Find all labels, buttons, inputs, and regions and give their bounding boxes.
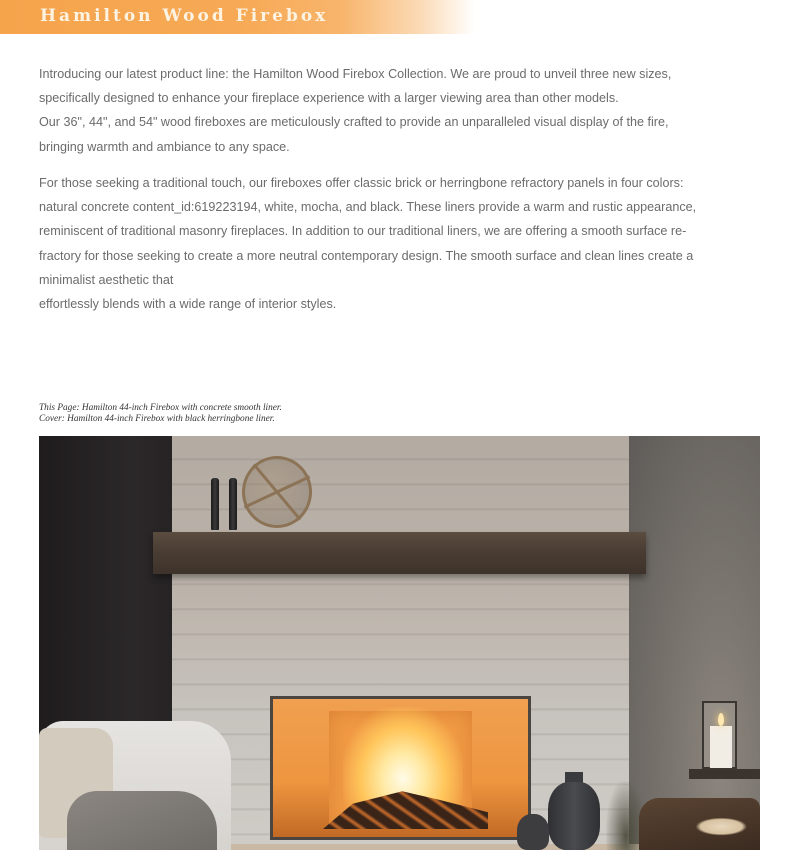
liners-line: For those seeking a traditional touch, our fireboxes offer classic brick or herringbone refractory panels in four colors: [39,176,684,190]
liners-line: fractory for those seeking to create a more neutral contemporary design. The smooth surface and clean lines create a [39,248,694,263]
liners-paragraph [39,171,739,316]
title-banner [0,0,475,34]
candlestick-icon [211,478,219,530]
plaster-wall [629,436,760,850]
candle-flame-icon [718,713,724,726]
fireplace-photo [39,436,760,850]
photo-caption [39,403,282,425]
intro-line: specifically designed to enhance your fireplace experience with a larger viewing area than other models. [39,91,619,106]
decorative-orb-icon [242,456,312,528]
intro-paragraph [39,62,739,159]
firebox [270,696,531,840]
log-pile [639,798,760,850]
candle-icon [710,726,732,768]
large-vase-icon [548,782,600,850]
small-vase-icon [517,814,549,850]
liners-line: reminiscent of traditional masonry fireplaces. In addition to our traditional liners, we are offering a smooth surface re- [39,224,687,239]
liners-line: effortlessly blends with a wide range of interior styles. [39,297,337,312]
liners-line: minimalist aesthetic that [39,272,174,287]
page-title: Hamilton Wood Firebox [40,6,329,26]
side-shelf [689,769,760,779]
wood-mantel [153,532,646,574]
caption-cover: Cover: Hamilton 44-inch Firebox with black herringbone liner. [39,414,275,424]
candlestick-icon [229,478,237,530]
intro-line: bringing warmth and ambiance to any space. [39,139,290,154]
caption-this-page: This Page: Hamilton 44-inch Firebox with concrete smooth liner. [39,403,282,413]
throw-blanket [67,791,217,850]
intro-line: Our 36", 44", and 54" wood fireboxes are meticulously crafted to provide an unparalleled visual display of the fire, [39,115,669,130]
intro-line: Introducing our latest product line: the Hamilton Wood Firebox Collection. We are proud to unveil three new sizes, [39,67,672,81]
liners-line: natural concrete content_id:619223194, white, mocha, and black. These liners provide a warm and rustic appearance, [39,200,697,215]
